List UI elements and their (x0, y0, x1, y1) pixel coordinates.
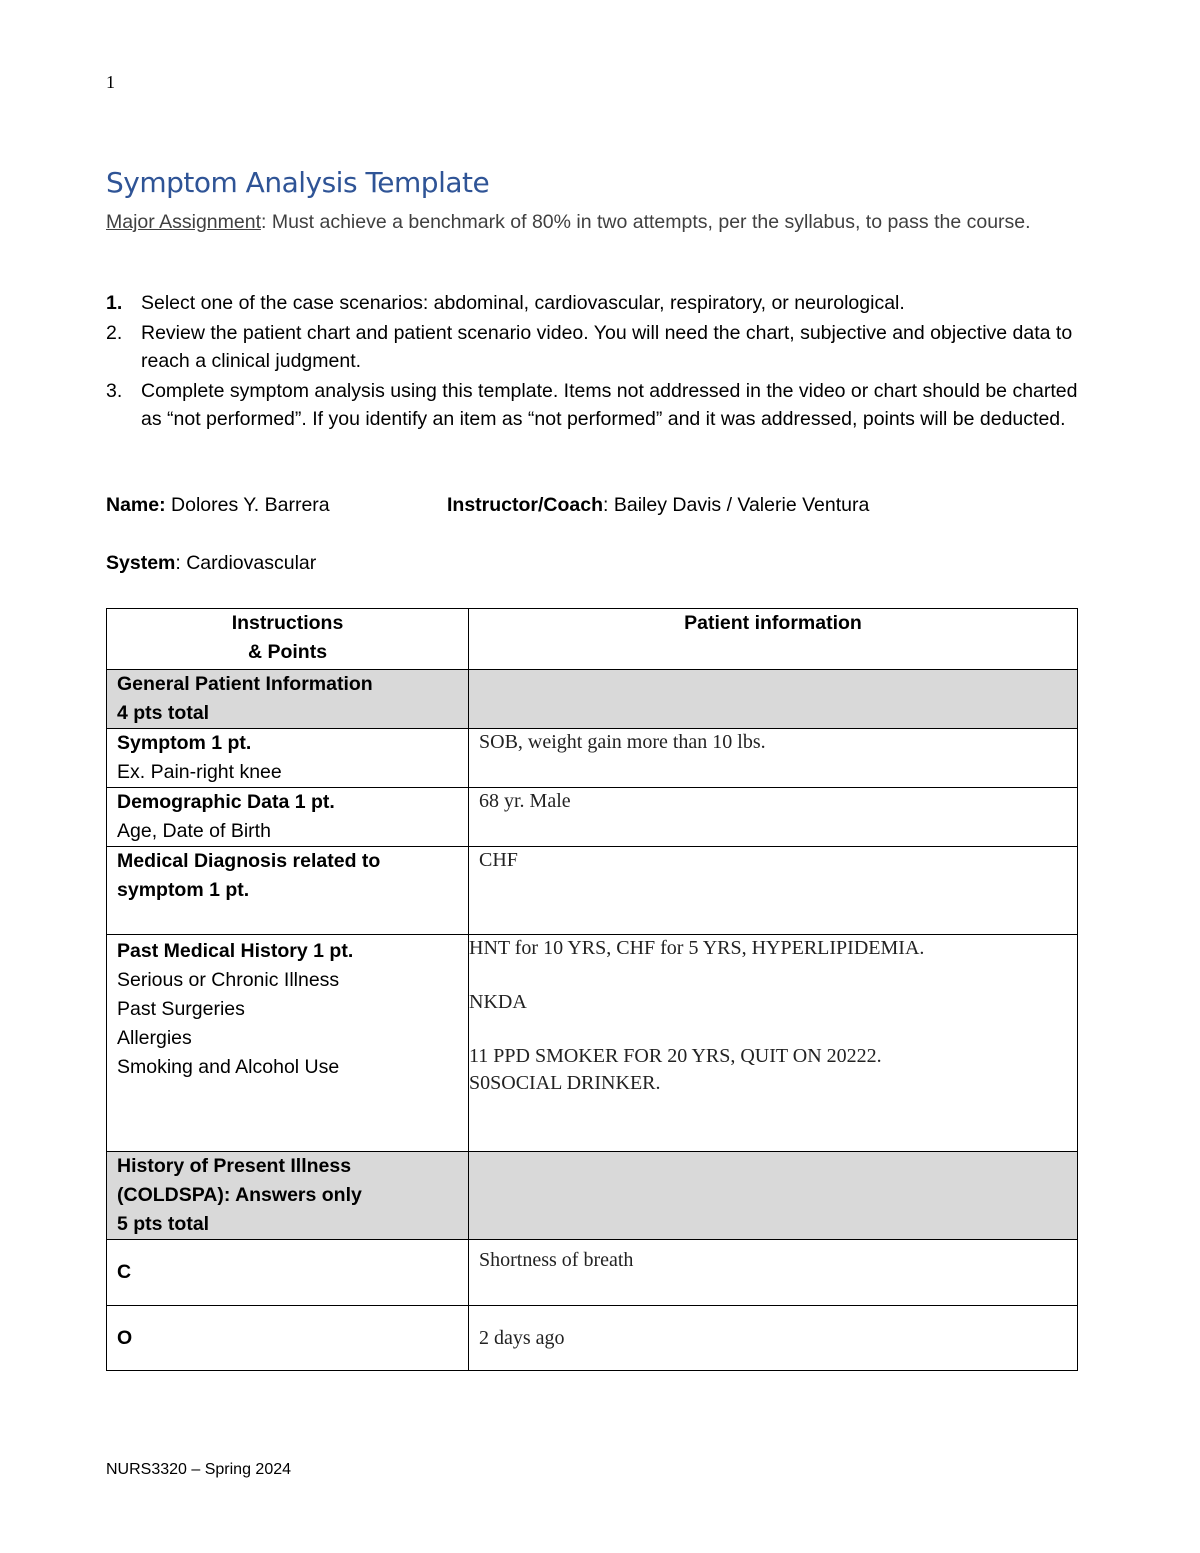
coldspa-o-label: O (107, 1306, 469, 1371)
pmh-hint: Serious or Chronic Illness (117, 969, 340, 991)
coldspa-o-value: 2 days ago (469, 1306, 1078, 1371)
table-row (107, 729, 1078, 788)
step-text: Review the patient chart and patient scenario video. You will need the chart, subjective and objective data to reach a clinical judgment. (141, 321, 1073, 372)
coldspa-c-value: Shortness of breath (469, 1240, 1078, 1306)
section-row-hpi (107, 1152, 1078, 1240)
pmh-hint: Allergies (117, 1027, 192, 1049)
symptom-label: Symptom 1 pt. (117, 732, 252, 754)
hpi-subtitle: (COLDSPA): Answers only (117, 1184, 362, 1206)
pmh-smoking-value: 11 PPD SMOKER FOR 20 YRS, QUIT ON 20222. (469, 1045, 882, 1067)
diagnosis-value: CHF (469, 847, 1078, 935)
instructor-label: Instructor/Coach (447, 494, 604, 516)
table-header-row (107, 609, 1078, 670)
pmh-history-value: HNT for 10 YRS, CHF for 5 YRS, HYPERLIPIDEMIA. (469, 937, 925, 959)
step-item (106, 319, 1081, 376)
demographic-value: 68 yr. Male (469, 788, 1078, 847)
table-row (107, 847, 1078, 935)
name-label: Name: (106, 494, 166, 516)
page-title: Symptom Analysis Template (106, 166, 490, 199)
step-number: 3. (106, 379, 123, 402)
header-instructions-line2: & Points (247, 641, 328, 663)
symptom-label-cell (107, 729, 469, 788)
hpi-points: 5 pts total (117, 1213, 210, 1235)
hpi-empty (469, 1152, 1078, 1240)
system-label: System (106, 552, 176, 574)
pmh-alcohol-value: S0SOCIAL DRINKER. (469, 1072, 661, 1094)
step-item (106, 377, 1081, 434)
assignment-label: Major Assignment (106, 211, 261, 233)
demographic-hint: Age, Date of Birth (117, 820, 271, 842)
assignment-text: : Must achieve a benchmark of 80% in two attempts, per the syllabus, to pass the course. (260, 211, 1031, 233)
diagnosis-label-line1: Medical Diagnosis related to (117, 850, 381, 872)
pmh-allergies-value: NKDA (469, 991, 527, 1013)
general-info-cell (107, 670, 469, 729)
header-instructions-line1: Instructions (231, 612, 344, 634)
system-field (106, 549, 316, 577)
section-row-general (107, 670, 1078, 729)
table-row (107, 1306, 1078, 1371)
diagnosis-label-cell (107, 847, 469, 935)
instruction-steps (106, 289, 1081, 434)
pmh-hint: Past Surgeries (117, 998, 245, 1020)
step-text: Select one of the case scenarios: abdominal, cardiovascular, respiratory, or neurological. (141, 292, 905, 314)
demographic-label-cell (107, 788, 469, 847)
student-name (106, 491, 330, 519)
general-info-empty (469, 670, 1078, 729)
header-patient-information: Patient information (469, 609, 1078, 670)
name-value: Dolores Y. Barrera (165, 494, 330, 516)
table-row (107, 935, 1078, 1152)
diagnosis-label-line2: symptom 1 pt. (117, 879, 250, 901)
general-info-title: General Patient Information (117, 673, 373, 695)
step-number: 2. (106, 321, 123, 344)
symptom-analysis-table (106, 608, 1078, 1371)
header-instructions (107, 609, 469, 670)
table-row (107, 1240, 1078, 1306)
step-number: 1. (106, 292, 123, 314)
page-number: 1 (106, 72, 115, 92)
page-footer: NURS3320 – Spring 2024 (106, 1461, 292, 1478)
pmh-hint: Smoking and Alcohol Use (117, 1056, 340, 1078)
assignment-note (106, 208, 1076, 237)
general-info-points: 4 pts total (117, 702, 210, 724)
coldspa-c-label: C (107, 1240, 469, 1306)
hpi-cell (107, 1152, 469, 1240)
table-row (107, 788, 1078, 847)
system-value: : Cardiovascular (175, 552, 317, 574)
pmh-value-cell (469, 935, 1078, 1152)
demographic-label: Demographic Data 1 pt. (117, 791, 335, 813)
step-item (106, 289, 1081, 318)
symptom-value: SOB, weight gain more than 10 lbs. (469, 729, 1078, 788)
hpi-title: History of Present Illness (117, 1155, 352, 1177)
instructor-value: : Bailey Davis / Valerie Ventura (603, 494, 870, 516)
pmh-label-cell (107, 935, 469, 1152)
step-text: Complete symptom analysis using this template. Items not addressed in the video or chart should be charted as “not performed”. If you identify an item as “not performed” and it was addressed, points will be deducted. (141, 379, 1078, 430)
symptom-hint: Ex. Pain-right knee (117, 761, 282, 783)
pmh-label: Past Medical History 1 pt. (117, 940, 354, 962)
instructor-coach (447, 491, 869, 519)
